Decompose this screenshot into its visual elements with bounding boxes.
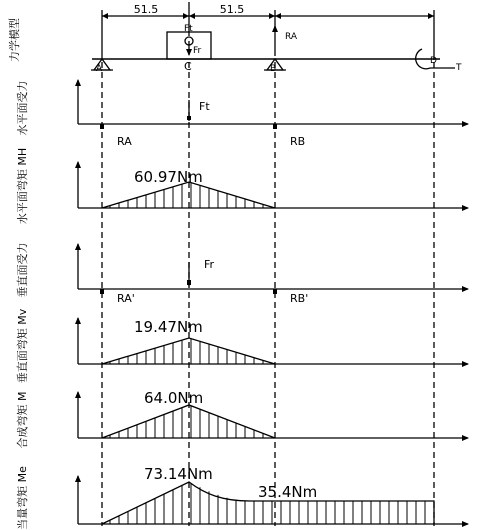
side-label-vert-moment: 垂直面弯矩 Mv: [16, 308, 29, 384]
point-a-label: A: [96, 64, 103, 74]
label-rb: RB: [290, 135, 306, 148]
dim-right-label: 51.5: [219, 3, 245, 16]
side-label-combined-moment: 合成弯矩 M: [16, 391, 29, 449]
value-m: 64.0Nm: [144, 389, 204, 407]
torque-label: T: [456, 63, 462, 73]
label-fr: Fr: [204, 258, 215, 271]
force-fr-label: Fr: [193, 46, 202, 56]
panel-combined-moment: [78, 392, 468, 438]
value-me-peak: 73.14Nm: [144, 465, 213, 483]
hatching: [110, 339, 272, 364]
value-me-const: 35.4Nm: [258, 483, 318, 501]
point-d-label: D: [430, 56, 437, 66]
side-label-horiz-moment: 水平面弯矩 MH: [16, 147, 29, 225]
side-label-horiz-force: 水平面受力: [16, 80, 29, 136]
side-label-equiv-moment: 当量弯矩 Me: [16, 466, 29, 530]
label-ra: RA: [117, 135, 132, 148]
value-mh: 60.97Nm: [134, 168, 203, 186]
dim-left-label: 51.5: [133, 3, 159, 16]
point-b-label: B: [270, 64, 277, 74]
force-ft-label: Ft: [184, 24, 193, 34]
panel-vertical-forces: [78, 244, 468, 294]
value-mv: 19.47Nm: [134, 318, 203, 336]
label-ra-prime: RA': [117, 292, 135, 305]
point-c-label: C: [184, 60, 192, 73]
hatching: [110, 406, 272, 438]
reaction-label: RA: [285, 32, 298, 42]
label-rb-prime: RB': [290, 292, 309, 305]
model-side-label: 力学模型: [8, 18, 21, 62]
side-label-vert-force: 垂直面受力: [16, 242, 29, 298]
hatching: [110, 183, 272, 208]
panel-horizontal-forces: [78, 80, 468, 129]
label-ft: Ft: [199, 100, 210, 113]
dashed-guides: [102, 62, 434, 526]
